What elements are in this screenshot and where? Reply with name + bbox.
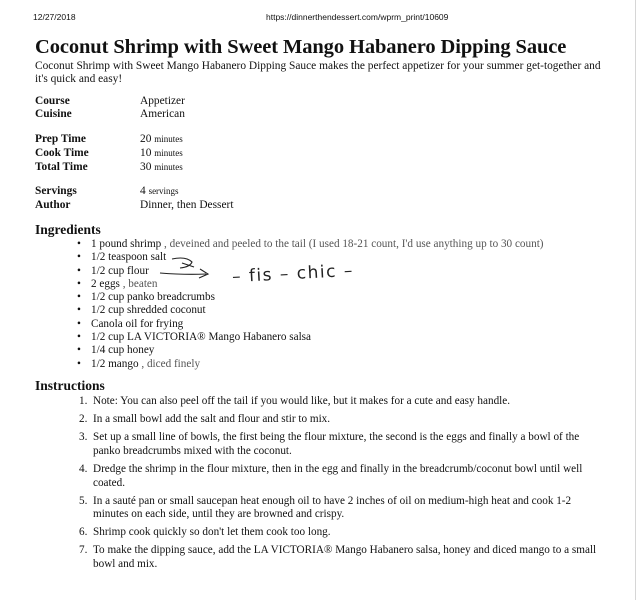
step-number: 2. [79, 412, 88, 425]
ingredient-text: 1/2 cup panko breadcrumbs [91, 291, 215, 304]
ingredients-heading: Ingredients [35, 222, 101, 237]
ingredient-text: 1/2 cup LA VICTORIA® Mango Habanero salsa [91, 331, 311, 344]
step-number: 7. [79, 544, 88, 557]
total-time-label: Total Time [35, 161, 88, 173]
step-number: 3. [79, 430, 88, 443]
step-text: To make the dipping sauce, add the LA VICTORIA® Mango Habanero salsa, honey and diced mango to a small bowl and mix. [93, 544, 597, 571]
instructions-heading: Instructions [35, 378, 105, 393]
instructions-list [79, 395, 604, 576]
servings-number: 4 [140, 185, 146, 197]
cuisine-value: American [140, 108, 185, 120]
ingredient-text: 1 pound shrimp [91, 238, 162, 250]
ingredient-text: 1/2 teaspoon salt [91, 251, 167, 264]
instruction-step [79, 431, 604, 459]
ingredient-note: , diced finely [138, 357, 201, 370]
instruction-step [79, 413, 604, 427]
step-number: 6. [79, 526, 88, 539]
prep-time-label: Prep Time [35, 133, 86, 145]
step-number: 4. [79, 462, 88, 475]
instruction-step [79, 526, 604, 540]
ingredient-text: 1/2 cup flour [91, 264, 149, 277]
step-text: Set up a small line of bowls, the first being the flour mixture, the second is the eggs and finally a bowl of the panko breadcrumbs mixed with the coconut. [93, 430, 580, 457]
author-label: Author [35, 199, 71, 211]
handwritten-note: – fis – chic – [231, 260, 355, 288]
cook-time-label: Cook Time [35, 147, 89, 159]
cook-time-number: 10 [140, 147, 152, 159]
servings-label: Servings [35, 185, 77, 197]
instruction-step [79, 544, 604, 572]
instruction-step [79, 463, 604, 491]
prep-time-number: 20 [140, 133, 152, 145]
print-url: https://dinnerthendessert.com/wprm_print/10609 [266, 12, 449, 22]
recipe-summary: Coconut Shrimp with Sweet Mango Habanero Dipping Sauce makes the perfect appetizer for your summer get-together and it's quick and easy! [35, 60, 601, 85]
total-time-unit: minutes [154, 162, 183, 172]
author-value: Dinner, then Dessert [140, 199, 234, 211]
recipe-title: Coconut Shrimp with Sweet Mango Habanero Dipping Sauce [35, 36, 567, 58]
step-text: Dredge the shrimp in the flour mixture, then in the egg and finally in the breadcrumb/coconut bowl until well coated. [93, 462, 583, 489]
ingredient-text: 2 eggs [91, 277, 120, 290]
ingredient-note: , beaten [119, 277, 158, 290]
cook-time-unit: minutes [154, 148, 183, 158]
ingredient-text: 1/4 cup honey [91, 344, 155, 357]
step-text: Note: You can also peel off the tail if you would like, but it makes for a cute and easy handle. [93, 395, 511, 407]
course-value: Appetizer [140, 95, 185, 107]
step-number: 5. [79, 494, 88, 507]
step-number: 1. [79, 395, 88, 407]
cuisine-label: Cuisine [35, 108, 72, 120]
instruction-step [79, 395, 604, 409]
print-date: 12/27/2018 [33, 12, 76, 22]
ingredient-text: Canola oil for frying [91, 317, 184, 330]
instruction-step [79, 495, 604, 523]
step-text: Shrimp cook quickly so don't let them cook too long. [93, 526, 331, 539]
servings-unit: servings [148, 186, 179, 196]
prep-time-unit: minutes [154, 134, 183, 144]
ingredient-note: , deveined and peeled to the tail (I used 18-21 count, I'd use anything up to 30 count) [161, 238, 544, 250]
course-label: Course [35, 95, 70, 107]
step-text: In a sauté pan or small saucepan heat enough oil to have 2 inches of oil on medium-high heat and cook 1-2 minutes on each side, until they are browned and crispy. [93, 494, 572, 521]
ingredient-text: 1/2 mango [91, 357, 139, 370]
step-text: In a small bowl add the salt and flour and stir to mix. [93, 412, 331, 425]
total-time-number: 30 [140, 161, 152, 173]
ingredient-text: 1/2 cup shredded coconut [91, 304, 206, 317]
